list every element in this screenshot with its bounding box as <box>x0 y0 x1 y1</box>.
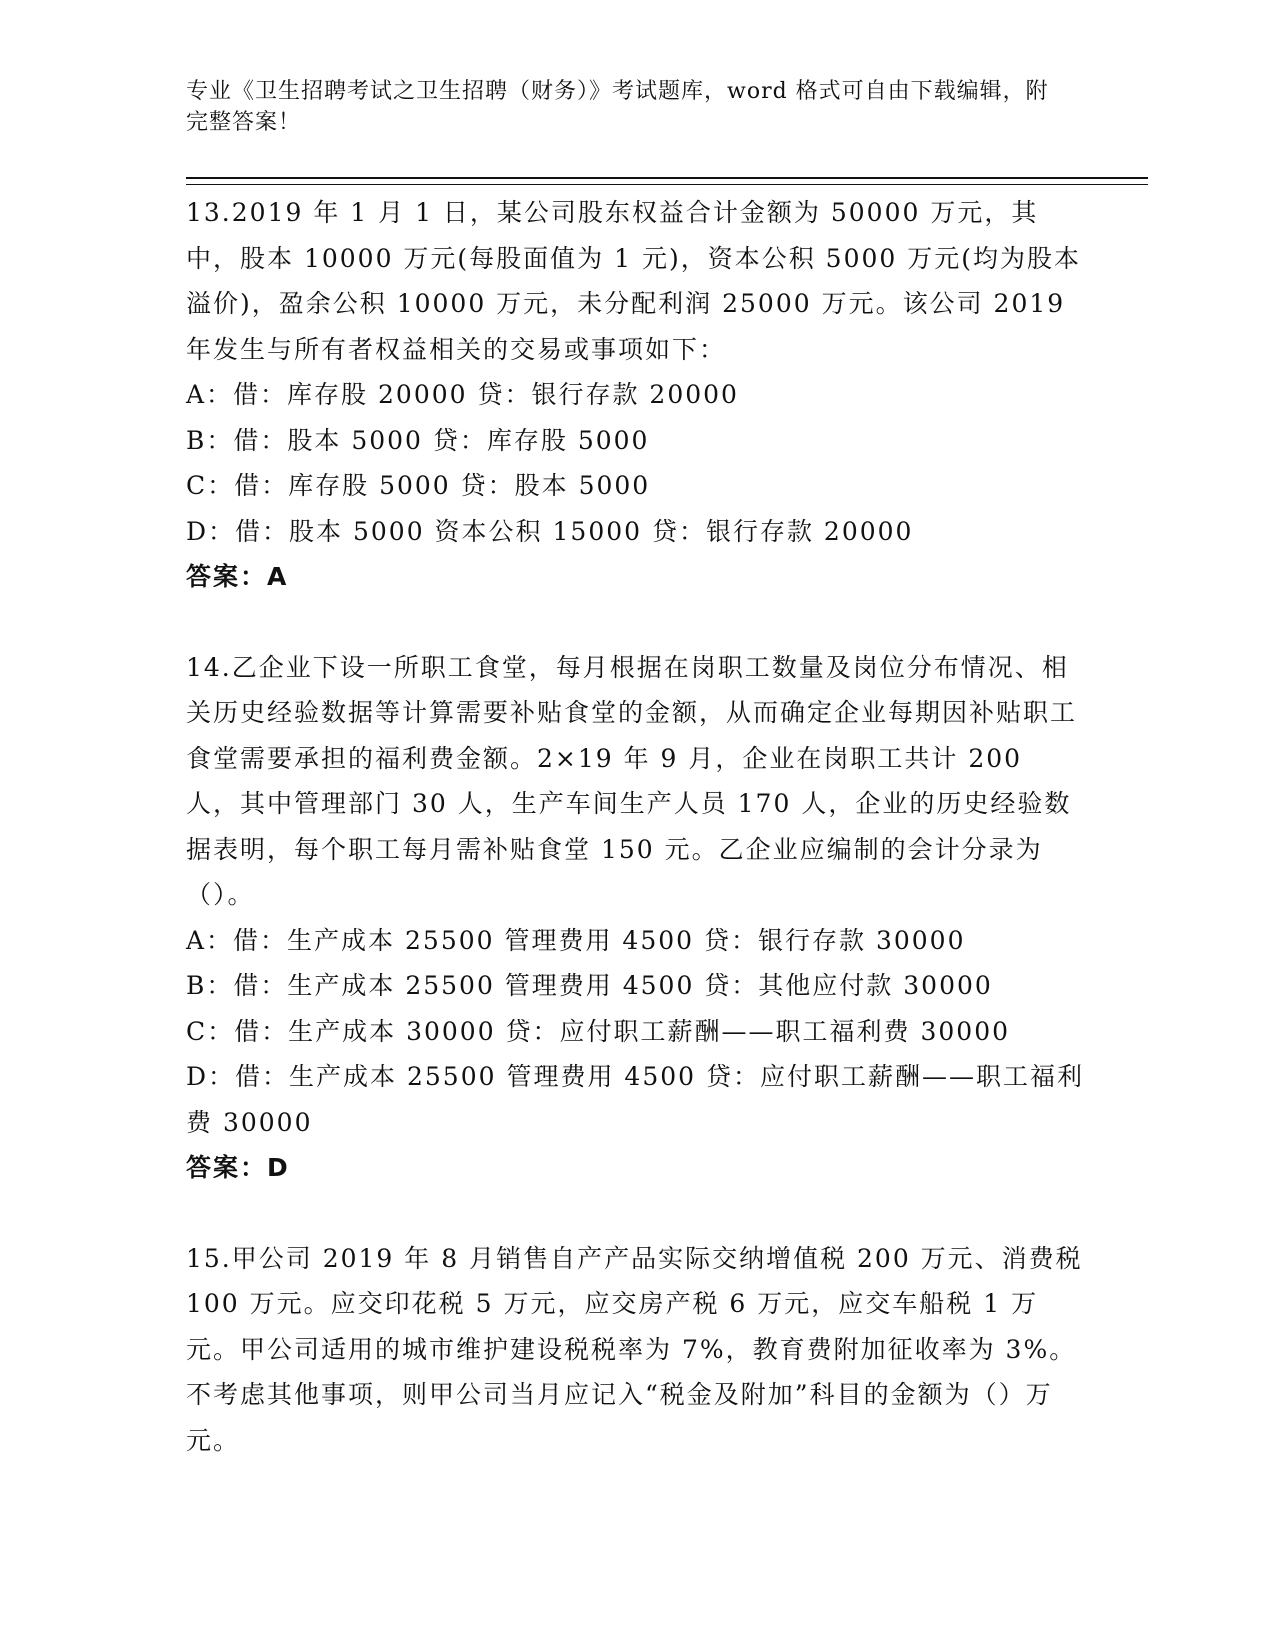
option-d: D：借：生产成本 25500 管理费用 4500 贷：应付职工薪酬——职工福利费 30000 <box>186 1062 1084 1137</box>
question-15 <box>186 1236 1086 1464</box>
option-b: B：借：生产成本 25500 管理费用 4500 贷：其他应付款 30000 <box>186 971 993 1000</box>
option-a: A：借：库存股 20000 贷：银行存款 20000 <box>186 380 739 409</box>
question-13 <box>186 190 1086 600</box>
question-14 <box>186 645 1086 1191</box>
option-b: B：借：股本 5000 贷：库存股 5000 <box>186 425 650 455</box>
question-list <box>186 190 1086 1463</box>
option-d: D：借：股本 5000 资本公积 15000 贷：银行存款 20000 <box>186 516 914 546</box>
question-stem: 14.乙企业下设一所职工食堂，每月根据在岗职工数量及岗位分布情况、相关历史经验数据等计算需要补贴食堂的金额，从而确定企业每期因补贴职工食堂需要承担的福利费金额。2×19 年 9 月，企业在岗职工共计 200 人，其中管理部门 30 人，生产车间生产人员 170 人，企业的历史经验数据表明，每个职工每月需补贴食堂 150 元。乙企业应编制的会计分录为（）。 <box>186 652 1078 909</box>
header-rule-thin <box>186 184 1148 185</box>
option-a: A：借：生产成本 25500 管理费用 4500 贷：银行存款 30000 <box>186 925 966 955</box>
option-c: C：借：库存股 5000 贷：股本 5000 <box>186 471 651 500</box>
question-stem: 15.甲公司 2019 年 8 月销售自产产品实际交纳增值税 200 万元、消费税 100 万元。应交印花税 5 万元，应交房产税 6 万元，应交车船税 1 万元。甲公司适用的城市维护建设税税率为 7%，教育费附加征收率为 3%。不考虑其他事项，则甲公司当月应记入“税金及附加”科目的金额为（）万元。 <box>186 1243 1083 1455</box>
answer: 答案：D <box>186 1153 290 1182</box>
page-header: 专业《卫生招聘考试之卫生招聘（财务）》考试题库，word 格式可自由下载编辑，附完整答案！ <box>186 79 1049 135</box>
header-rule-thick <box>186 177 1148 179</box>
option-c: C：借：生产成本 30000 贷：应付职工薪酬——职工福利费 30000 <box>186 1016 1011 1046</box>
question-stem: 13.2019 年 1 月 1 日，某公司股东权益合计金额为 50000 万元，其中，股本 10000 万元(每股面值为 1 元)，资本公积 5000 万元(均为股本溢价)，盈余公积 10000 万元，未分配利润 25000 万元。该公司 2019 年发生与所有者权益相关的交易或事项如下： <box>186 198 1082 364</box>
answer: 答案：A <box>186 562 289 591</box>
